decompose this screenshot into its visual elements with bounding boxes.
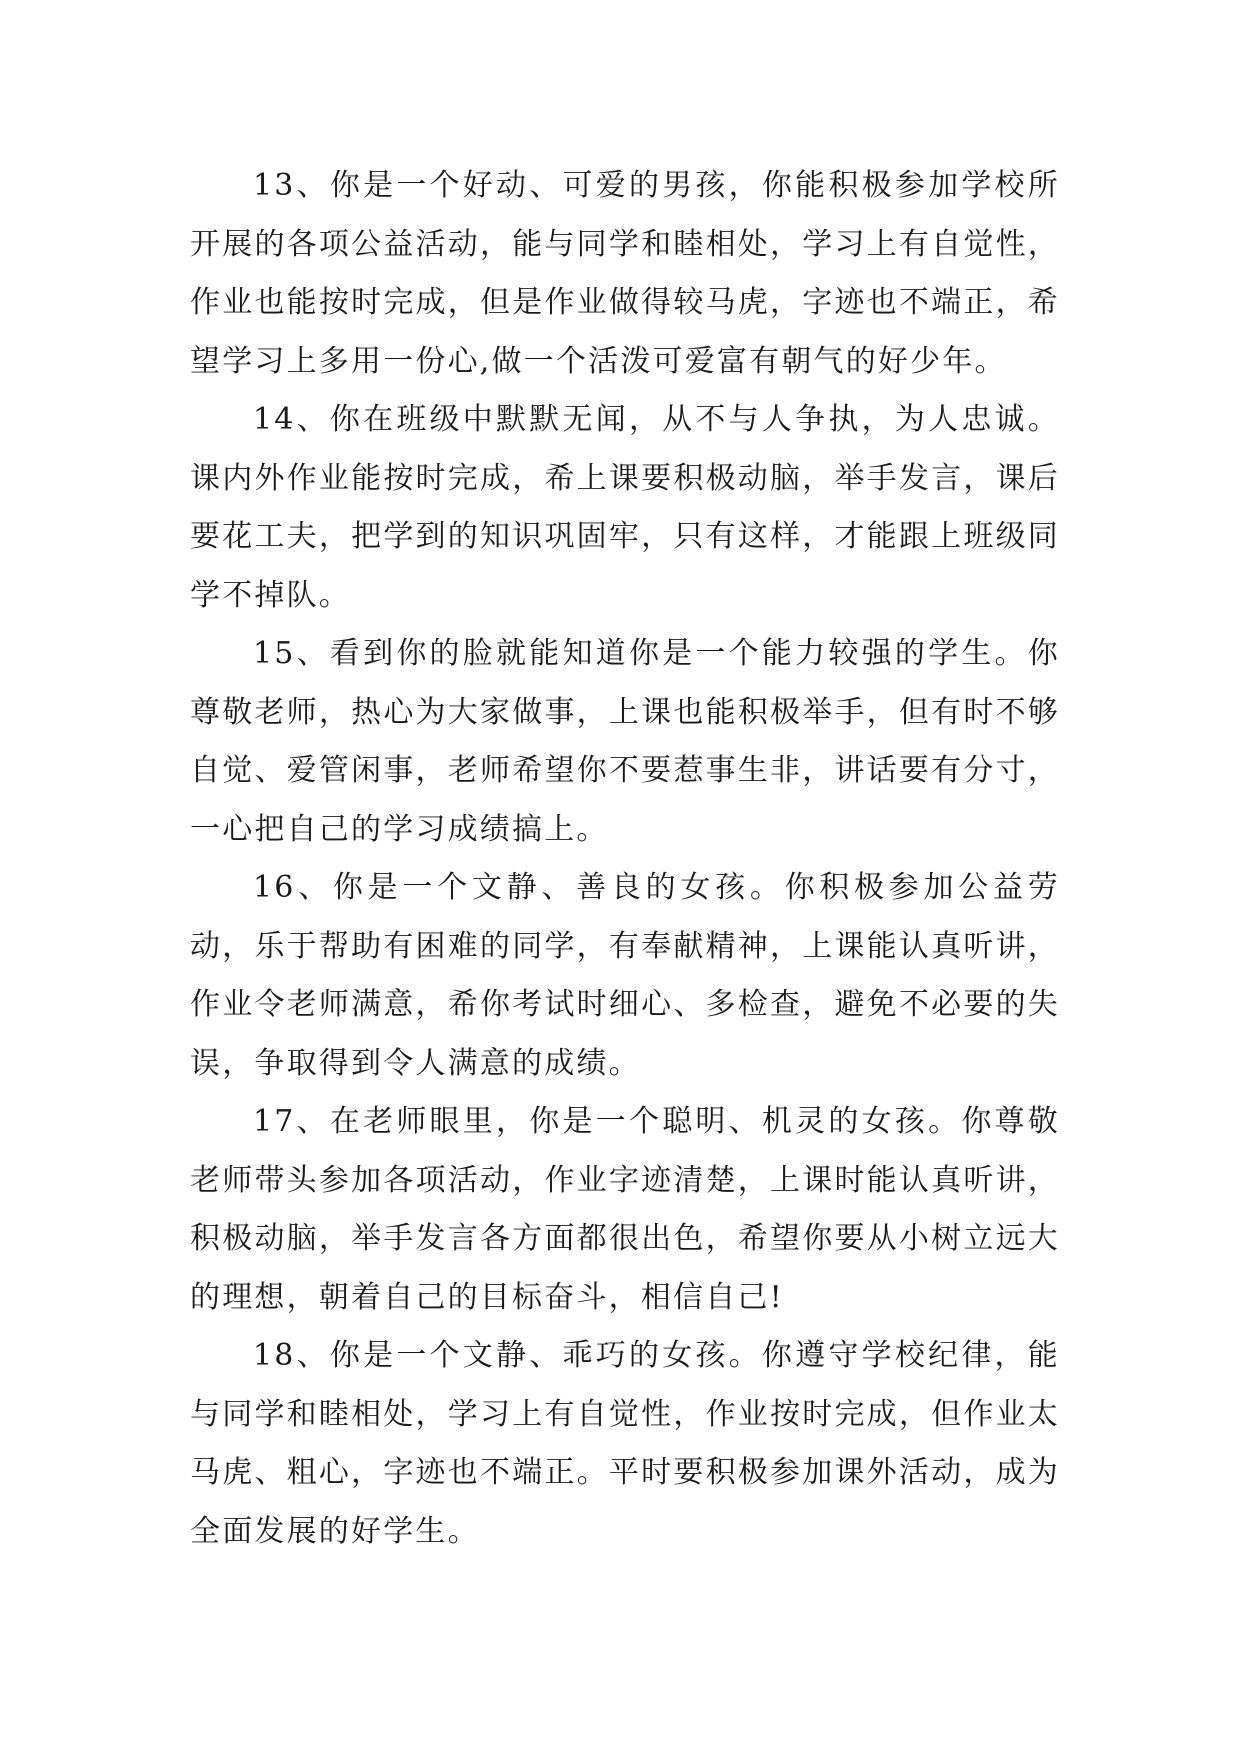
comment-paragraph-13: 13、你是一个好动、可爱的男孩，你能积极参加学校所开展的各项公益活动，能与同学和睦相处，学习上有自觉性，作业也能按时完成，但是作业做得较马虎，字迹也不端正，希望学习上多用一份心,做一个活泼可爱富有朝气的好少年。 xyxy=(190,168,1060,379)
comment-paragraph-14: 14、你在班级中默默无闻，从不与人争执，为人忠诚。课内外作业能按时完成，希上课要积极动脑，举手发言，课后要花工夫，把学到的知识巩固牢，只有这样，才能跟上班级同学不掉队。 xyxy=(190,402,1060,613)
document-body xyxy=(190,157,1060,1561)
comment-paragraph-17: 17、在老师眼里，你是一个聪明、机灵的女孩。你尊敬老师带头参加各项活动，作业字迹清楚，上课时能认真听讲，积极动脑，举手发言各方面都很出色，希望你要从小树立远大的理想，朝着自己的目标奋斗，相信自己! xyxy=(190,1104,1060,1315)
comment-paragraph-16: 16、你是一个文静、善良的女孩。你积极参加公益劳动，乐于帮助有困难的同学，有奉献精神，上课能认真听讲，作业令老师满意，希你考试时细心、多检查，避免不必要的失误，争取得到令人满意的成绩。 xyxy=(190,870,1060,1081)
comment-paragraph-15: 15、看到你的脸就能知道你是一个能力较强的学生。你尊敬老师，热心为大家做事，上课也能积极举手，但有时不够自觉、爱管闲事，老师希望你不要惹事生非，讲话要有分寸，一心把自己的学习成绩搞上。 xyxy=(190,636,1060,847)
comment-paragraph-18: 18、你是一个文静、乖巧的女孩。你遵守学校纪律，能与同学和睦相处，学习上有自觉性，作业按时完成，但作业太马虎、粗心，字迹也不端正。平时要积极参加课外活动，成为全面发展的好学生。 xyxy=(190,1338,1060,1549)
